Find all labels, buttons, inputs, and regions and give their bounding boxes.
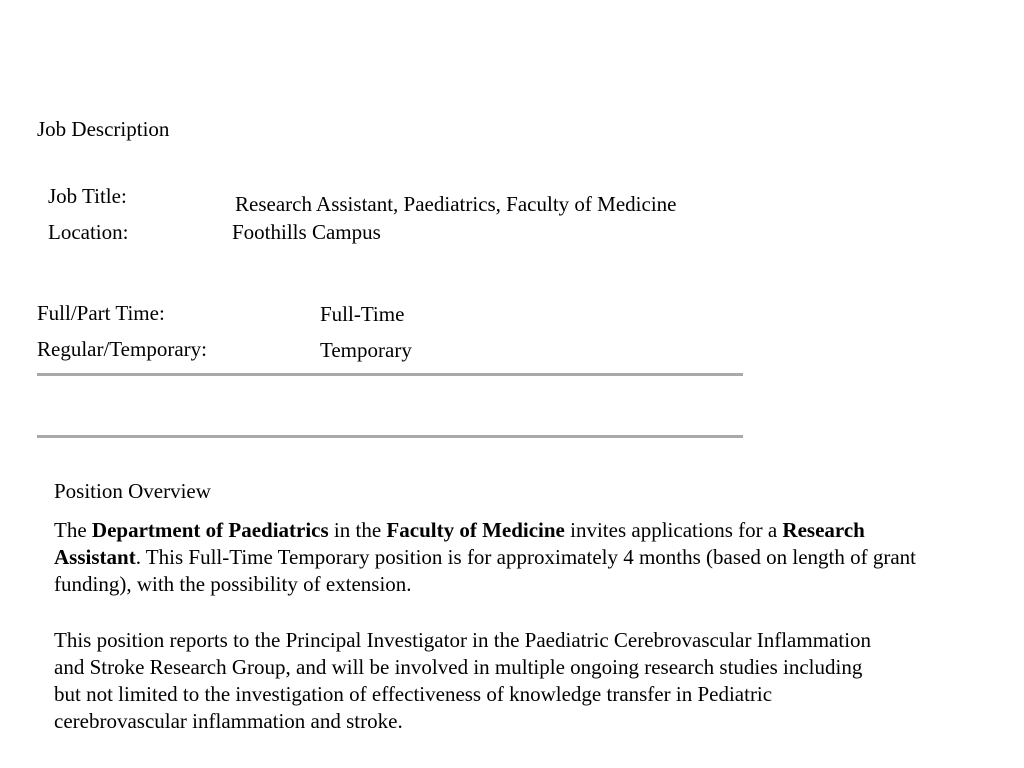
divider-bottom	[37, 435, 743, 438]
regular-temporary-value: Temporary	[320, 338, 412, 362]
p1-bold-department: Department of Paediatrics	[91, 518, 329, 542]
job-title-label: Job Title:	[48, 184, 127, 208]
p1-text-3: invites applications for a	[564, 518, 783, 542]
job-description-heading: Job Description	[37, 117, 170, 141]
p1-bold-faculty: Faculty of Medicine	[386, 518, 565, 542]
overview-paragraph-1	[54, 517, 954, 598]
location-value: Foothills Campus	[232, 220, 381, 244]
full-part-time-value: Full-Time	[320, 302, 405, 326]
p1-text-1: The	[54, 518, 92, 542]
divider-top	[37, 373, 743, 376]
regular-temporary-label: Regular/Temporary:	[37, 337, 207, 361]
full-part-time-label: Full/Part Time:	[37, 301, 165, 325]
p1-text-2: in the	[328, 518, 387, 542]
p1-text-4: . This Full-Time Temporary position is for approximately 4 months (based on length of grant funding), with the possibility of extension.	[54, 545, 916, 596]
overview-paragraph-2: This position reports to the Principal Investigator in the Paediatric Cerebrovascular Inflammation and Stroke Research Group, and will be involved in multiple ongoing research studies including but not limited to the investigation of effectiveness of knowledge transfer in Pediatric cerebrovascular inflammation and stroke.	[54, 628, 872, 733]
job-title-value: Research Assistant, Paediatrics, Faculty of Medicine	[235, 192, 677, 216]
p1-bold-position: Research Assistant	[54, 518, 865, 569]
location-label: Location:	[48, 220, 129, 244]
position-overview-heading: Position Overview	[54, 479, 211, 503]
